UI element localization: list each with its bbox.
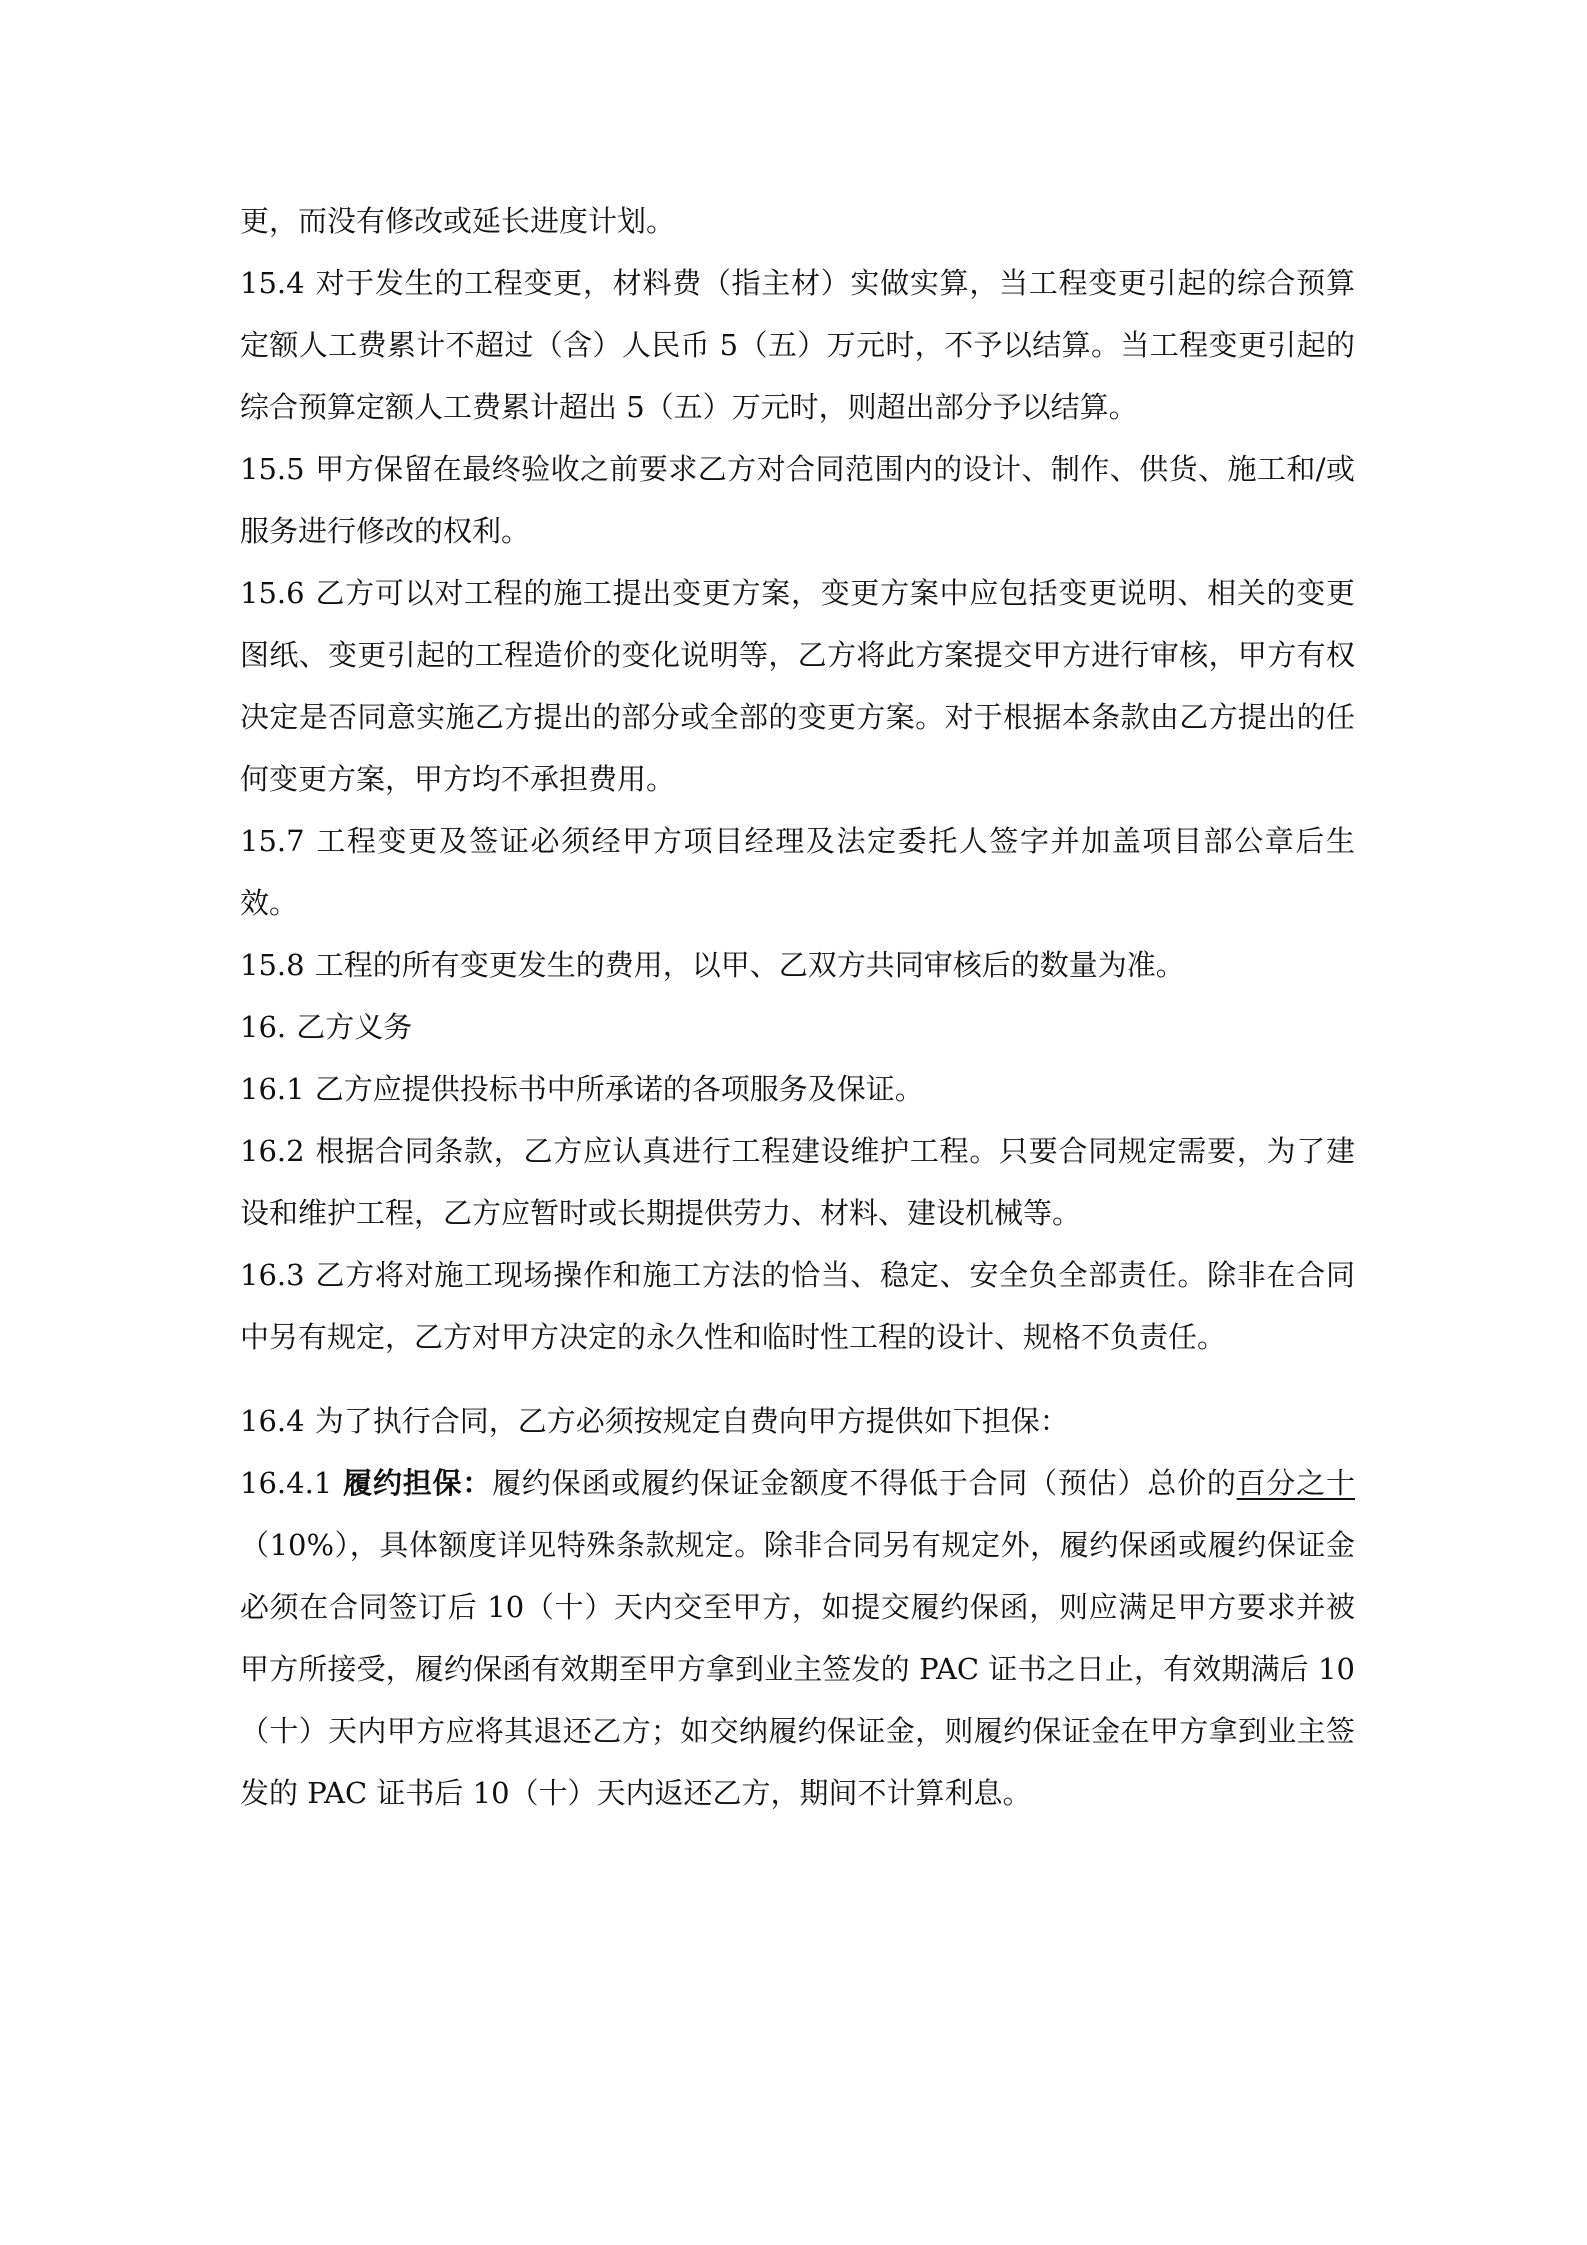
clause-text-part-b: （10%），具体额度详见特殊条款规定。除非合同另有规定外，履约保函或履约保证金必须在合同签订后 10（十）天内交至甲方，如提交履约保函，则应满足甲方要求并被甲方所接受，履约保函有效期至甲方拿到业主签发的 PAC 证书之日止，有效期满后 10（十）天内甲方应将其退还乙方；如交纳履约保证金，则履约保证金在甲方拿到业主签发的 PAC 证书后 10（十）天内返还乙方，期间不计算利息。 xyxy=(240,1528,1355,1810)
clause-16-2 xyxy=(240,1120,1355,1244)
clause-number: 16.4 xyxy=(240,1404,305,1438)
section-title: 乙方义务 xyxy=(296,1010,413,1044)
clause-text: 乙方可以对工程的施工提出变更方案，变更方案中应包括变更说明、相关的变更图纸、变更引起的工程造价的变化说明等，乙方将此方案提交甲方进行审核，甲方有权决定是否同意实施乙方提出的部分或全部的变更方案。对于根据本条款由乙方提出的任何变更方案，甲方均不承担费用。 xyxy=(240,576,1355,796)
section-heading-16 xyxy=(240,996,1355,1058)
paragraph-continuation xyxy=(240,190,1355,252)
clause-number: 16.3 xyxy=(240,1258,305,1292)
clause-15-5 xyxy=(240,438,1355,562)
clause-15-8 xyxy=(240,934,1355,996)
clause-text-part-a: 履约保函或履约保证金额度不得低于合同（预估）总价的 xyxy=(492,1466,1237,1500)
clause-text: 乙方应提供投标书中所承诺的各项服务及保证。 xyxy=(314,1072,924,1106)
clause-bold-title: 履约担保： xyxy=(342,1466,493,1500)
clause-16-4-1 xyxy=(240,1452,1355,1824)
clause-text: 乙方将对施工现场操作和施工方法的恰当、稳定、安全负全部责任。除非在合同中另有规定，乙方对甲方决定的永久性和临时性工程的设计、规格不负责任。 xyxy=(240,1258,1355,1354)
clause-text: 甲方保留在最终验收之前要求乙方对合同范围内的设计、制作、供货、施工和/或服务进行修改的权利。 xyxy=(240,452,1355,548)
underlined-percentage: 百分之十 xyxy=(1236,1466,1355,1500)
clause-16-4 xyxy=(240,1390,1355,1452)
clause-15-4 xyxy=(240,252,1355,438)
clause-number: 15.7 xyxy=(240,824,305,858)
clause-text: 工程变更及签证必须经甲方项目经理及法定委托人签字并加盖项目部公章后生效。 xyxy=(240,824,1355,920)
paragraph-text: 更，而没有修改或延长进度计划。 xyxy=(240,204,676,238)
clause-number: 16.4.1 xyxy=(240,1466,333,1500)
clause-15-6 xyxy=(240,562,1355,810)
clause-text: 对于发生的工程变更，材料费（指主材）实做实算，当工程变更引起的综合预算定额人工费累计不超过（含）人民币 5（五）万元时，不予以结算。当工程变更引起的综合预算定额人工费累计超出 5（五）万元时，则超出部分予以结算。 xyxy=(240,266,1355,424)
clause-number: 16.1 xyxy=(240,1072,305,1106)
clause-number: 15.8 xyxy=(240,948,305,982)
clause-16-3 xyxy=(240,1244,1355,1368)
clause-text: 根据合同条款，乙方应认真进行工程建设维护工程。只要合同规定需要，为了建设和维护工程，乙方应暂时或长期提供劳力、材料、建设机械等。 xyxy=(240,1134,1355,1230)
clause-number: 15.6 xyxy=(240,576,305,610)
section-number: 16. xyxy=(240,1010,287,1044)
clause-text: 为了执行合同，乙方必须按规定自费向甲方提供如下担保： xyxy=(314,1404,1069,1438)
clause-number: 15.5 xyxy=(240,452,305,486)
clause-16-1 xyxy=(240,1058,1355,1120)
clause-number: 15.4 xyxy=(240,266,305,300)
clause-text: 工程的所有变更发生的费用，以甲、乙双方共同审核后的数量为准。 xyxy=(314,948,1185,982)
clause-number: 16.2 xyxy=(240,1134,305,1168)
clause-15-7 xyxy=(240,810,1355,934)
document-page xyxy=(240,190,1355,1824)
